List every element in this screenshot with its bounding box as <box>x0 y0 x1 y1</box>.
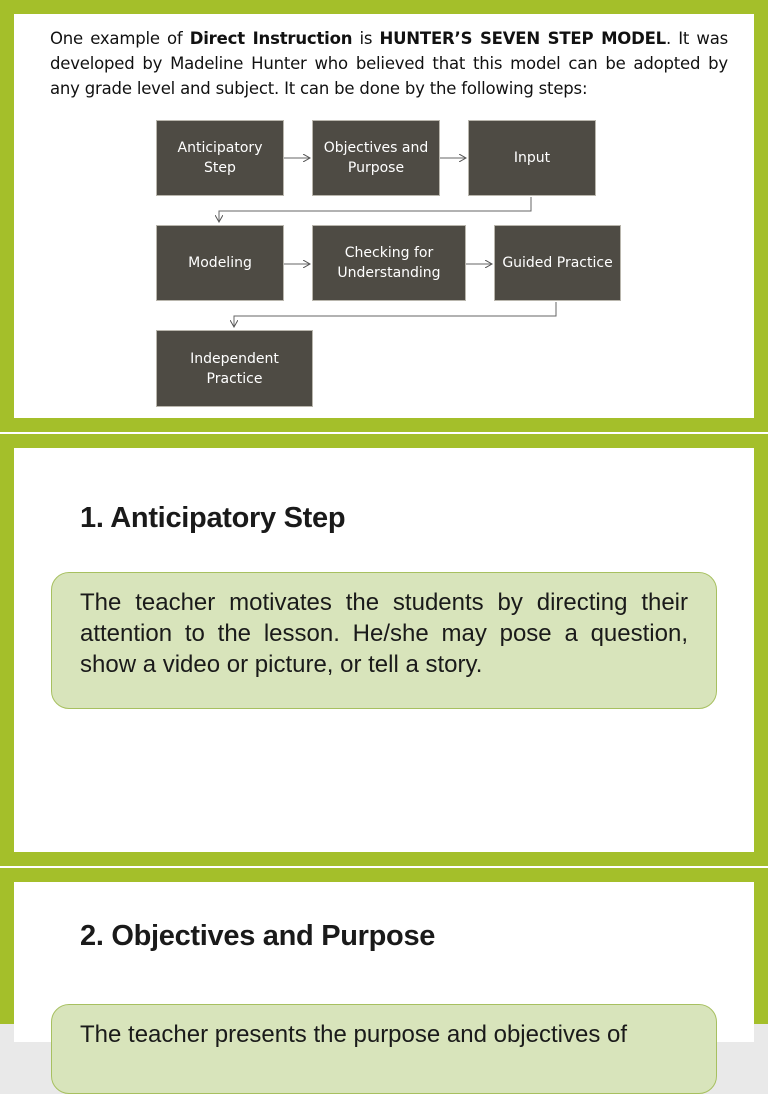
slide-anticipatory-step <box>0 434 768 866</box>
description-callout <box>51 572 717 709</box>
step-box-independent-practice <box>156 330 313 407</box>
step-label: Anticipatory Step <box>177 140 263 176</box>
intro-bold-direct-instruction: Direct Instruction <box>189 29 353 48</box>
step-label: Modeling <box>188 255 252 271</box>
step-box-modeling <box>156 225 284 301</box>
description-text: The teacher presents the purpose and objectives of <box>80 1021 628 1048</box>
step-box-objectives <box>312 120 440 196</box>
description-text: The teacher motivates the students by directing their attention to the lesson. He/she may pose a question, show a video or picture, or tell a story. <box>80 589 688 678</box>
step-label: Independent Practice <box>190 350 279 387</box>
slide-content <box>14 14 754 418</box>
step-label: Checking for Understanding <box>337 245 441 281</box>
slide-heading: 1. Anticipatory Step <box>80 502 346 534</box>
step-box-input <box>468 120 596 196</box>
intro-text-2: is <box>359 29 373 48</box>
step-label: Input <box>513 150 551 166</box>
slide-content <box>14 882 754 1048</box>
intro-text-3: . It was developed by Madeline Hunter who believed that this model can be adopted by any grade level and subject. It can be done by the following steps: <box>50 29 728 98</box>
intro-bold-model-name: HUNTER’S SEVEN STEP MODEL <box>379 29 667 48</box>
step-label: Guided Practice <box>502 255 613 271</box>
arrow-3-4 <box>219 197 531 222</box>
flow-connectors <box>14 14 754 418</box>
slide-objectives-and-purpose <box>0 868 768 1048</box>
step-box-checking <box>312 225 466 301</box>
description-callout <box>51 1004 717 1094</box>
slide-content <box>14 448 754 852</box>
step-box-anticipatory <box>156 120 284 196</box>
slide-hunter-model-intro <box>0 0 768 432</box>
step-label: Objectives and Purpose <box>323 140 429 176</box>
intro-text: One example of <box>50 29 183 48</box>
step-box-guided-practice <box>494 225 621 301</box>
slide-heading: 2. Objectives and Purpose <box>80 920 436 952</box>
arrow-6-7 <box>234 302 556 327</box>
